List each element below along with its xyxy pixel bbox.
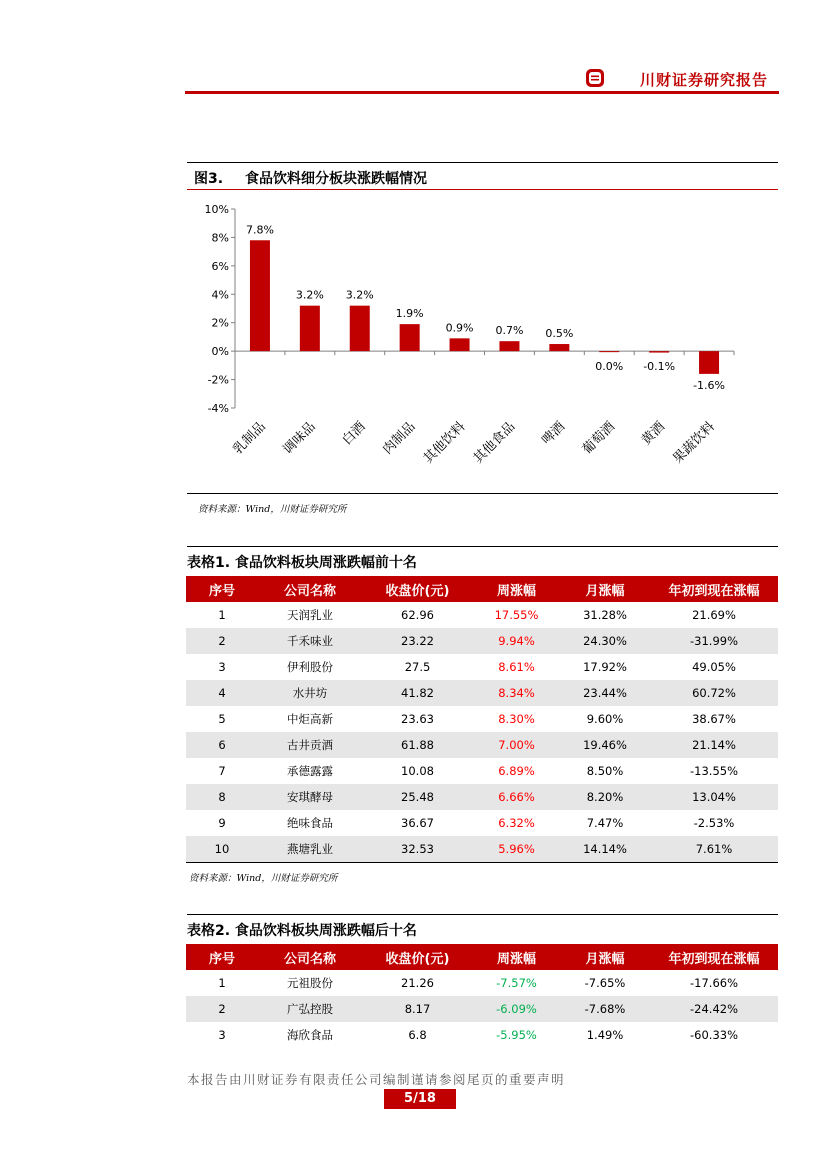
bar (250, 240, 270, 351)
col-header-monthly: 月涨幅 (560, 944, 650, 970)
x-tick-label: 啤酒 (539, 419, 569, 449)
data-label: 0.5% (545, 327, 574, 341)
cell-index: 10 (186, 836, 258, 863)
cell-weekly-change: 8.34% (473, 680, 560, 706)
table-row (186, 1022, 778, 1048)
bar (649, 351, 669, 352)
bar (450, 338, 470, 351)
table-row (186, 732, 778, 758)
data-label: -0.1% (643, 360, 676, 374)
cell-weekly-change: 8.30% (498, 712, 535, 726)
cell-company: 古井贡酒 (258, 732, 362, 758)
cell-index: 3 (218, 660, 226, 674)
cell-ytd-change: 38.67% (692, 712, 736, 726)
table-row (186, 706, 778, 732)
y-tick-label: 0% (211, 345, 229, 359)
bar (549, 344, 569, 351)
col-header-ytd: 年初到现在涨幅 (650, 576, 778, 602)
bar (499, 341, 519, 351)
col-header-ytd: 年初到现在涨幅 (650, 944, 778, 970)
x-tick-label: 白酒 (339, 419, 369, 449)
x-tick-label: 葡萄酒 (579, 419, 619, 458)
cell-weekly-change: 6.89% (498, 764, 535, 778)
cell-close: 10.08 (401, 764, 434, 778)
y-axis (205, 203, 734, 415)
x-tick-label: 黄酒 (638, 419, 668, 449)
figure-title: 食品饮料细分板块涨跌幅情况 (245, 171, 427, 187)
x-tick-label: 果蔬饮料 (670, 419, 718, 467)
table1-top-gainers (186, 576, 778, 863)
cell-close: 23.22 (362, 628, 473, 654)
cell-close: 62.96 (401, 608, 434, 622)
figure-title-rule (187, 189, 778, 190)
cell-index: 7 (218, 764, 226, 778)
table-header-row (186, 944, 778, 970)
cell-monthly-change: 23.44% (560, 680, 650, 706)
cell-company: 千禾味业 (258, 628, 362, 654)
cell-ytd-change: 7.61% (650, 836, 778, 863)
cell-weekly-change: 7.00% (473, 732, 560, 758)
cell-monthly-change: 7.47% (586, 816, 624, 830)
cell-close: 21.26 (401, 976, 434, 990)
col-header-monthly: 月涨幅 (560, 576, 650, 602)
table-row (186, 996, 778, 1022)
x-tick-labels (230, 419, 718, 467)
cell-index: 8 (186, 784, 258, 810)
cell-index: 4 (186, 680, 258, 706)
data-label: 7.8% (245, 223, 274, 237)
cell-company: 伊利股份 (287, 660, 333, 674)
bar (350, 306, 370, 351)
cell-monthly-change: -7.65% (584, 976, 626, 990)
table-header-row (186, 576, 778, 602)
cell-company: 安琪酵母 (258, 784, 362, 810)
cell-close: 32.53 (362, 836, 473, 863)
x-tick-label: 其他饮料 (420, 419, 469, 467)
col-header-index: 序号 (186, 944, 258, 970)
table1-top-rule (187, 546, 778, 547)
cell-weekly-change: 8.61% (498, 660, 535, 674)
cell-company: 天润乳业 (287, 608, 333, 622)
table2-title: 表格2. 食品饮料板块周涨跌幅后十名 (187, 923, 417, 939)
col-header-close: 收盘价(元) (362, 576, 473, 602)
cell-ytd-change: 49.05% (692, 660, 736, 674)
figure-top-rule (187, 162, 778, 163)
cell-weekly-change: 9.94% (473, 628, 560, 654)
cell-ytd-change: 21.69% (692, 608, 736, 622)
cell-weekly-change: 6.32% (498, 816, 535, 830)
footer-disclaimer: 本报告由川财证券有限责任公司编制谨请参阅尾页的重要声明 (187, 1072, 566, 1087)
data-label: 1.9% (395, 307, 424, 321)
y-tick-label: 8% (211, 231, 229, 245)
table1-source-note: 资料来源：Wind，川财证券研究所 (189, 873, 338, 884)
cell-company: 绝味食品 (287, 816, 333, 830)
table-row (186, 680, 778, 706)
table-row (186, 758, 778, 784)
cell-monthly-change: -7.68% (560, 996, 650, 1022)
table-row (186, 970, 778, 996)
cell-ytd-change: -31.99% (650, 628, 778, 654)
bar (300, 306, 320, 351)
data-label: 3.2% (345, 288, 374, 302)
bar (400, 324, 420, 351)
cell-weekly-change: 6.66% (473, 784, 560, 810)
col-header-weekly: 周涨幅 (473, 944, 560, 970)
x-tick-label: 其他食品 (470, 419, 519, 467)
cell-ytd-change: 21.14% (650, 732, 778, 758)
report-brand: 川财证券研究报告 (640, 71, 769, 89)
table-row (186, 602, 778, 628)
x-tick-label: 乳制品 (230, 419, 269, 458)
table1-title: 表格1. 食品饮料板块周涨跌幅前十名 (187, 555, 417, 571)
y-tick-label: 2% (211, 316, 229, 330)
cell-ytd-change: -60.33% (690, 1028, 738, 1042)
col-header-index: 序号 (186, 576, 258, 602)
cell-monthly-change: 8.50% (586, 764, 624, 778)
bar (699, 351, 719, 374)
y-tick-label: -2% (207, 373, 229, 387)
cell-weekly-change: 17.55% (494, 608, 539, 622)
cell-index: 3 (218, 1028, 226, 1042)
data-label: 3.2% (295, 288, 324, 302)
cell-close: 6.8 (408, 1028, 427, 1042)
figure-source-note: 资料来源：Wind，川财证券研究所 (198, 504, 347, 515)
cell-ytd-change: -2.53% (693, 816, 735, 830)
cell-close: 23.63 (401, 712, 434, 726)
y-tick-label: 6% (211, 259, 229, 273)
col-header-close: 收盘价(元) (362, 944, 473, 970)
table2-top-losers (186, 944, 778, 1048)
cell-ytd-change: 13.04% (650, 784, 778, 810)
data-label: -1.6% (693, 378, 726, 392)
cell-index: 1 (218, 976, 226, 990)
sector-change-bar-chart (187, 195, 778, 490)
page-number: 5/18 (384, 1089, 456, 1109)
cell-close: 8.17 (362, 996, 473, 1022)
cell-monthly-change: 17.92% (583, 660, 627, 674)
table-row (186, 836, 778, 863)
chuancai-logo-icon (585, 68, 605, 88)
cell-ytd-change: -13.55% (690, 764, 738, 778)
cell-index: 1 (218, 608, 226, 622)
cell-index: 9 (218, 816, 226, 830)
figure-number: 图3. (194, 171, 224, 187)
col-header-company: 公司名称 (258, 576, 362, 602)
table-row (186, 784, 778, 810)
cell-ytd-change: -17.66% (690, 976, 738, 990)
cell-index: 2 (186, 628, 258, 654)
data-label: 0.9% (445, 321, 474, 335)
cell-monthly-change: 1.49% (586, 1028, 624, 1042)
figure-bottom-rule (187, 493, 778, 494)
table2-top-rule (187, 914, 778, 915)
y-tick-label: 10% (204, 203, 229, 216)
cell-company: 海欣食品 (287, 1028, 333, 1042)
cell-weekly-change: -5.95% (496, 1028, 537, 1042)
cell-close: 25.48 (362, 784, 473, 810)
x-tick-label: 调味品 (280, 419, 319, 458)
cell-ytd-change: -24.42% (650, 996, 778, 1022)
cell-index: 5 (218, 712, 226, 726)
cell-close: 41.82 (362, 680, 473, 706)
cell-index: 6 (186, 732, 258, 758)
x-tick-label: 肉制品 (380, 419, 419, 458)
data-label: 0.7% (495, 324, 524, 338)
y-tick-label: -4% (207, 402, 229, 415)
cell-monthly-change: 9.60% (586, 712, 624, 726)
cell-monthly-change: 24.30% (560, 628, 650, 654)
cell-weekly-change: 5.96% (473, 836, 560, 863)
cell-company: 广弘控股 (258, 996, 362, 1022)
col-header-weekly: 周涨幅 (473, 576, 560, 602)
cell-monthly-change: 19.46% (560, 732, 650, 758)
cell-ytd-change: 60.72% (650, 680, 778, 706)
table-row (186, 810, 778, 836)
cell-company: 水井坊 (258, 680, 362, 706)
cell-weekly-change: -7.57% (496, 976, 537, 990)
cell-index: 2 (186, 996, 258, 1022)
header-rule (185, 91, 779, 94)
cell-company: 中炬高新 (287, 712, 333, 726)
cell-close: 61.88 (362, 732, 473, 758)
cell-close: 36.67 (401, 816, 434, 830)
data-label: 0.0% (595, 360, 624, 374)
col-header-company: 公司名称 (258, 944, 362, 970)
cell-monthly-change: 8.20% (560, 784, 650, 810)
y-tick-label: 4% (211, 288, 229, 302)
cell-company: 承德露露 (287, 764, 333, 778)
table-row (186, 628, 778, 654)
cell-monthly-change: 14.14% (560, 836, 650, 863)
cell-weekly-change: -6.09% (473, 996, 560, 1022)
bar (599, 351, 619, 352)
cell-company: 元祖股份 (287, 976, 333, 990)
cell-company: 燕塘乳业 (258, 836, 362, 863)
cell-close: 27.5 (404, 660, 431, 674)
cell-monthly-change: 31.28% (583, 608, 627, 622)
table-row (186, 654, 778, 680)
